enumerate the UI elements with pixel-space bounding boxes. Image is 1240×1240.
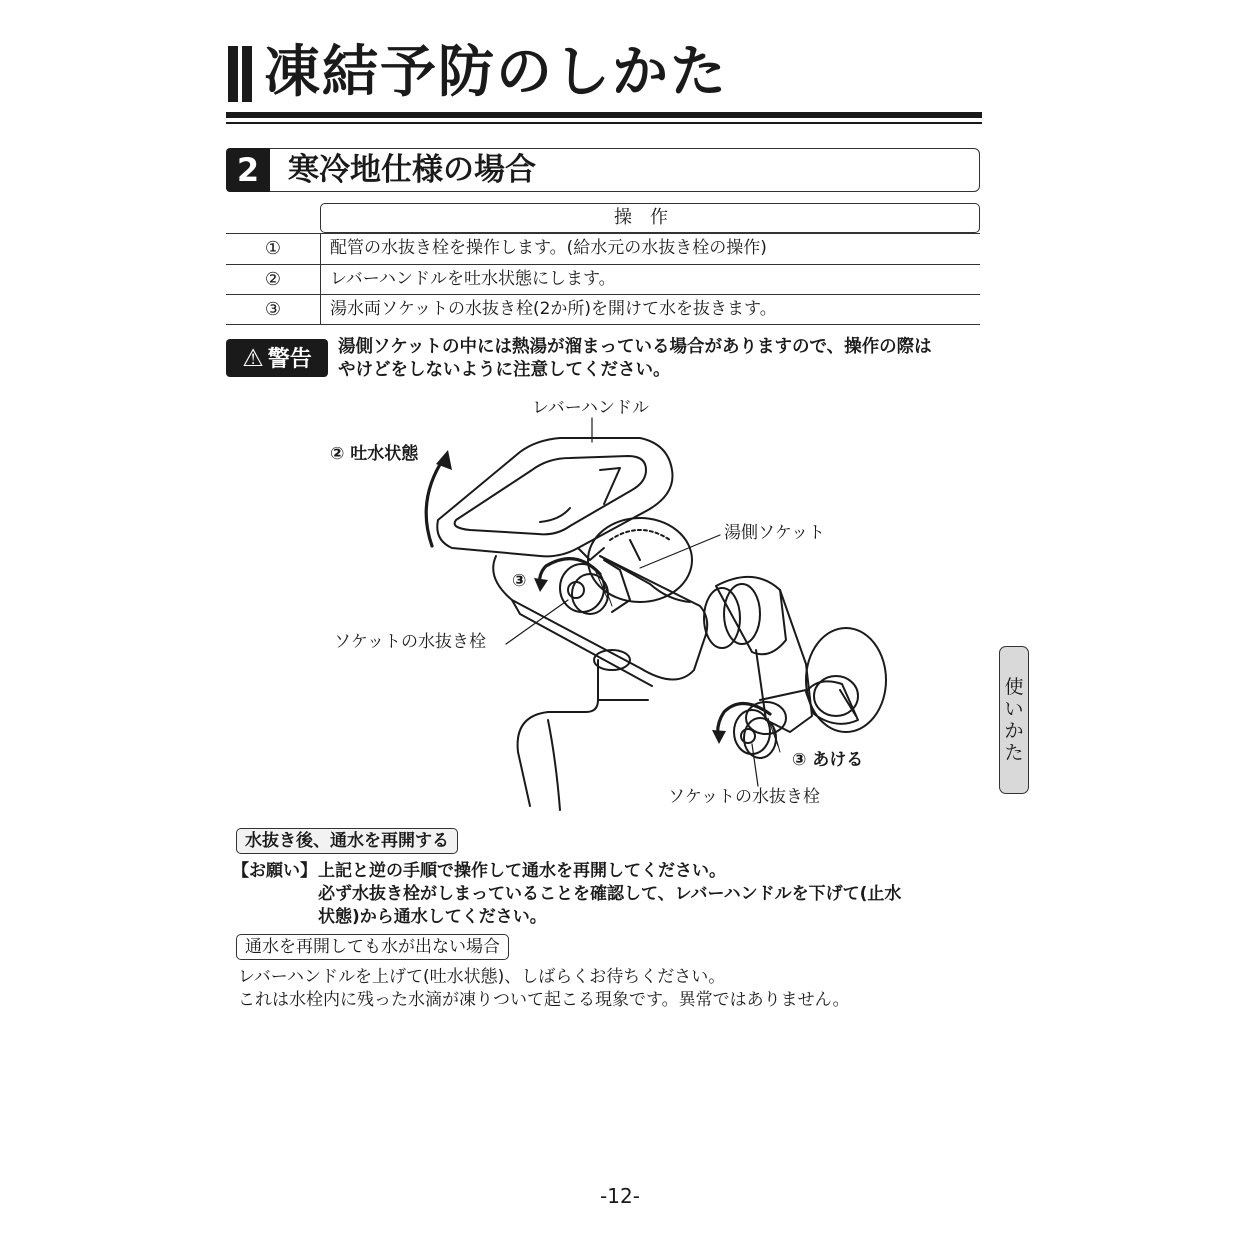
request-label: 【お願い】 xyxy=(232,861,317,881)
table-row-number: ③ xyxy=(264,299,282,320)
no-water-text: レバーハンドルを上げて(吐水状態)、しばらくお待ちください。 xyxy=(238,967,726,987)
table-row-text: 湯水両ソケットの水抜き栓(2か所)を開けて水を抜きます。 xyxy=(330,299,777,319)
request-text: 必ず水抜き栓がしまっていることを確認して、レバーハンドルを下げて(止水 xyxy=(318,884,902,904)
warning-triangle-icon: ⚠ xyxy=(242,344,264,372)
page-number: -12- xyxy=(600,1184,640,1208)
warning-badge-label: 警告 xyxy=(267,347,312,372)
table-row-number: ② xyxy=(264,269,282,290)
section-number: 2 xyxy=(226,148,270,192)
drain-plug-label: ソケットの水抜き栓 xyxy=(668,787,820,807)
restart-heading: 水抜き後、通水を再開する xyxy=(236,828,458,854)
table-row-text: レバーハンドルを吐水状態にします。 xyxy=(330,269,616,289)
lever-handle-label: レバーハンドル xyxy=(532,398,649,418)
table-row-number: ① xyxy=(264,238,282,259)
request-text: 上記と逆の手順で操作して通水を再開してください。 xyxy=(318,861,726,881)
side-tab-label: 使いかた xyxy=(1004,676,1024,764)
section-title: 寒冷地仕様の場合 xyxy=(288,152,536,188)
hot-socket-label: 湯側ソケット xyxy=(724,523,825,543)
page-title: 凍結予防のしかた xyxy=(264,40,728,105)
drain-plug-label: ソケットの水抜き栓 xyxy=(334,632,486,652)
warning-line: やけどをしないように注意してください。 xyxy=(338,360,671,380)
step3-open-label: ③ あける xyxy=(792,750,864,770)
warning-line: 湯側ソケットの中には熱湯が溜まっている場合がありますので、操作の際は xyxy=(338,337,932,357)
step3-marker: ③ xyxy=(512,571,527,591)
table-header: 操作 xyxy=(320,203,980,233)
step2-label: ② 吐水状態 xyxy=(330,444,419,464)
no-water-heading: 通水を再開しても水が出ない場合 xyxy=(236,934,509,960)
table-row-text: 配管の水抜き栓を操作します。(給水元の水抜き栓の操作) xyxy=(330,238,767,258)
request-text: 状態)から通水してください。 xyxy=(318,907,547,927)
no-water-text: これは水栓内に残った水滴が凍りついて起こる現象です。異常ではありません。 xyxy=(238,990,850,1010)
